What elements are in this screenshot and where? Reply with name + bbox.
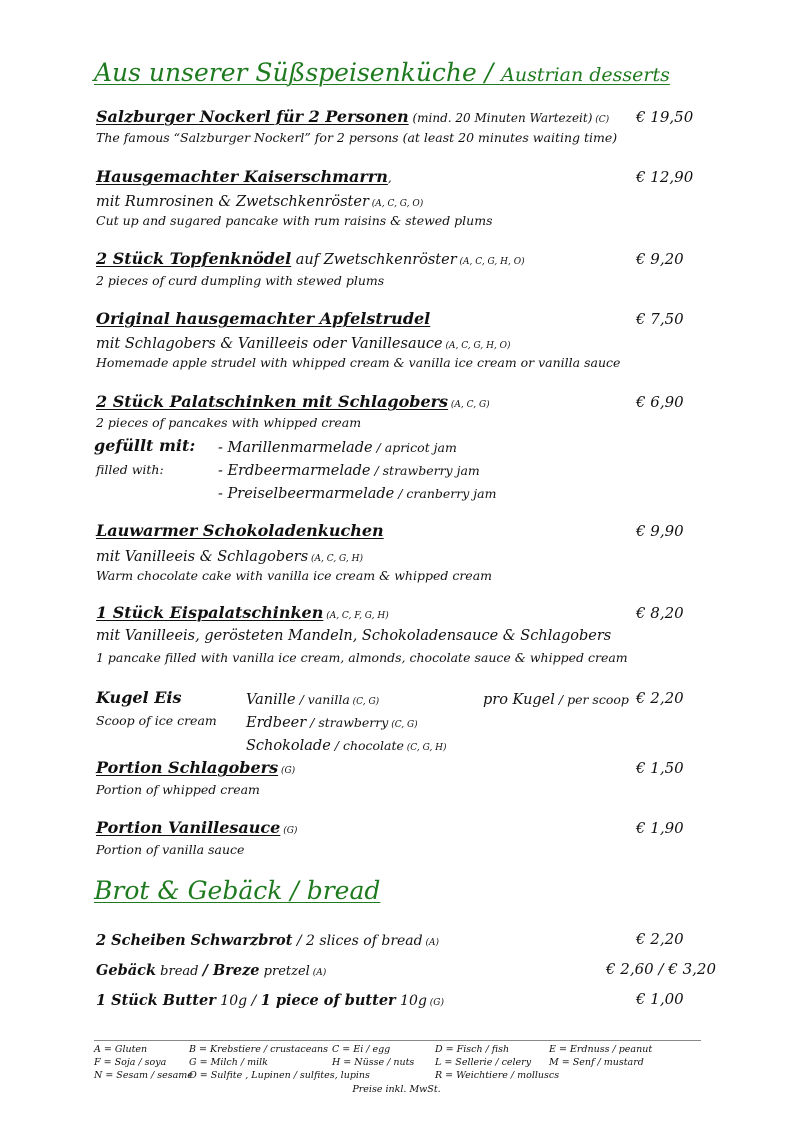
section-title-desserts: Aus unserer Süßspeisenküche / Austrian desserts — [94, 58, 670, 87]
price: € 9,90 — [636, 522, 684, 540]
price: € 6,90 — [636, 393, 684, 411]
menu-item-topfenknoedel: 2 Stück Topfenknödel auf Zwetschkenröster (A, C, G, H, O) — [96, 249, 525, 268]
price: € 2,60 / € 3,20 — [606, 960, 717, 978]
menu-item-salzburger-nockerl: Salzburger Nockerl für 2 Personen (mind. 20 Minuten Wartezeit) (C) — [96, 107, 610, 126]
item-description-en: Scoop of ice cream — [96, 713, 217, 728]
allergen-legend-entry: E = Erdnuss / peanut — [549, 1044, 653, 1055]
price: € 1,90 — [636, 819, 684, 837]
price: € 12,90 — [636, 168, 694, 186]
item-description-en: 1 pancake filled with vanilla ice cream, almonds, chocolate sauce & whipped cream — [96, 650, 628, 665]
item-description-de: mit Vanilleeis & Schlagobers (A, C, G, H) — [96, 549, 363, 565]
price: € 2,20 — [636, 689, 684, 707]
item-description-en: 2 pieces of curd dumpling with stewed plums — [96, 273, 385, 288]
price: € 2,20 — [636, 930, 684, 948]
menu-item-palatschinken: 2 Stück Palatschinken mit Schlagobers (A, C, G) — [96, 392, 490, 411]
menu-item-schokoladenkuchen: Lauwarmer Schokoladenkuchen — [96, 521, 384, 540]
allergen-legend-entry: A = Gluten — [94, 1044, 148, 1055]
filling-option: - Marillenmarmelade / apricot jam — [218, 440, 457, 456]
price: € 19,50 — [636, 108, 694, 126]
item-description-de: mit Vanilleeis, gerösteten Mandeln, Schokoladensauce & Schlagobers — [96, 628, 612, 644]
allergen-legend-entry: N = Sesam / sesame — [94, 1070, 193, 1081]
allergen-legend-entry: F = Soja / soya — [94, 1057, 167, 1068]
allergen-legend-entry: C = Ei / egg — [332, 1044, 391, 1055]
menu-item-schwarzbrot: 2 Scheiben Schwarzbrot / 2 slices of bread (A) — [96, 932, 439, 949]
flavor-option: Schokolade / chocolate (C, G, H) — [246, 738, 447, 754]
allergen-legend-entry: L = Sellerie / celery — [435, 1057, 532, 1068]
menu-item-butter: 1 Stück Butter 10g / 1 piece of butter 10g (G) — [96, 992, 445, 1009]
price: € 9,20 — [636, 250, 684, 268]
filling-option: - Erdbeermarmelade / strawberry jam — [218, 463, 480, 479]
allergen-legend-entry: D = Fisch / fish — [435, 1044, 510, 1055]
filled-label-en: filled with: — [96, 462, 164, 477]
menu-item-kugel-eis: Kugel Eis — [96, 688, 182, 707]
menu-item-gebaeck: Gebäck bread / Breze pretzel (A) — [96, 962, 327, 979]
allergen-legend-entry: G = Milch / milk — [189, 1057, 268, 1068]
item-description-en: Cut up and sugared pancake with rum raisins & stewed plums — [96, 213, 493, 228]
menu-item-schlagobers: Portion Schlagobers (G) — [96, 758, 296, 777]
item-description-en: The famous “Salzburger Nockerl” for 2 persons (at least 20 minutes waiting time) — [96, 130, 618, 145]
menu-item-eispalatschinken: 1 Stück Eispalatschinken (A, C, F, G, H) — [96, 603, 389, 622]
item-description-en: Homemade apple strudel with whipped cream & vanilla ice cream or vanilla sauce — [96, 355, 621, 370]
item-description-en: Portion of vanilla sauce — [96, 842, 245, 857]
menu-item-kaiserschmarrn: Hausgemachter Kaiserschmarrn, — [96, 167, 392, 186]
item-description-de: mit Schlagobers & Vanilleeis oder Vanillesauce (A, C, G, H, O) — [96, 336, 511, 352]
allergen-legend-entry: R = Weichtiere / molluscs — [435, 1070, 560, 1081]
filled-label-de: gefüllt mit: — [94, 436, 196, 455]
menu-item-apfelstrudel: Original hausgemachter Apfelstrudel — [96, 309, 431, 328]
per-scoop-label: pro Kugel / per scoop — [483, 692, 629, 708]
allergen-legend-entry: M = Senf / mustard — [549, 1057, 644, 1068]
filling-option: - Preiselbeermarmelade / cranberry jam — [218, 486, 497, 502]
menu-item-vanillesauce: Portion Vanillesauce (G) — [96, 818, 298, 837]
footer-divider — [94, 1040, 701, 1041]
price: € 7,50 — [636, 310, 684, 328]
item-description-de: mit Rumrosinen & Zwetschkenröster (A, C, G, O) — [96, 194, 424, 210]
section-title-bread: Brot & Gebäck / bread — [94, 876, 381, 905]
allergen-legend-entry: H = Nüsse / nuts — [332, 1057, 415, 1068]
price-note: Preise inkl. MwSt. — [352, 1084, 441, 1095]
price: € 1,00 — [636, 990, 684, 1008]
flavor-option: Vanille / vanilla (C, G) — [246, 692, 380, 708]
price: € 8,20 — [636, 604, 684, 622]
flavor-option: Erdbeer / strawberry (C, G) — [246, 715, 418, 731]
allergen-legend-entry: B = Krebstiere / crustaceans — [189, 1044, 329, 1055]
price: € 1,50 — [636, 759, 684, 777]
item-description-en: Portion of whipped cream — [96, 782, 260, 797]
item-description-en: 2 pieces of pancakes with whipped cream — [96, 415, 362, 430]
allergen-legend-entry: O = Sulfite , Lupinen / sulfites, lupins — [189, 1070, 370, 1081]
item-description-en: Warm chocolate cake with vanilla ice cream & whipped cream — [96, 568, 493, 583]
